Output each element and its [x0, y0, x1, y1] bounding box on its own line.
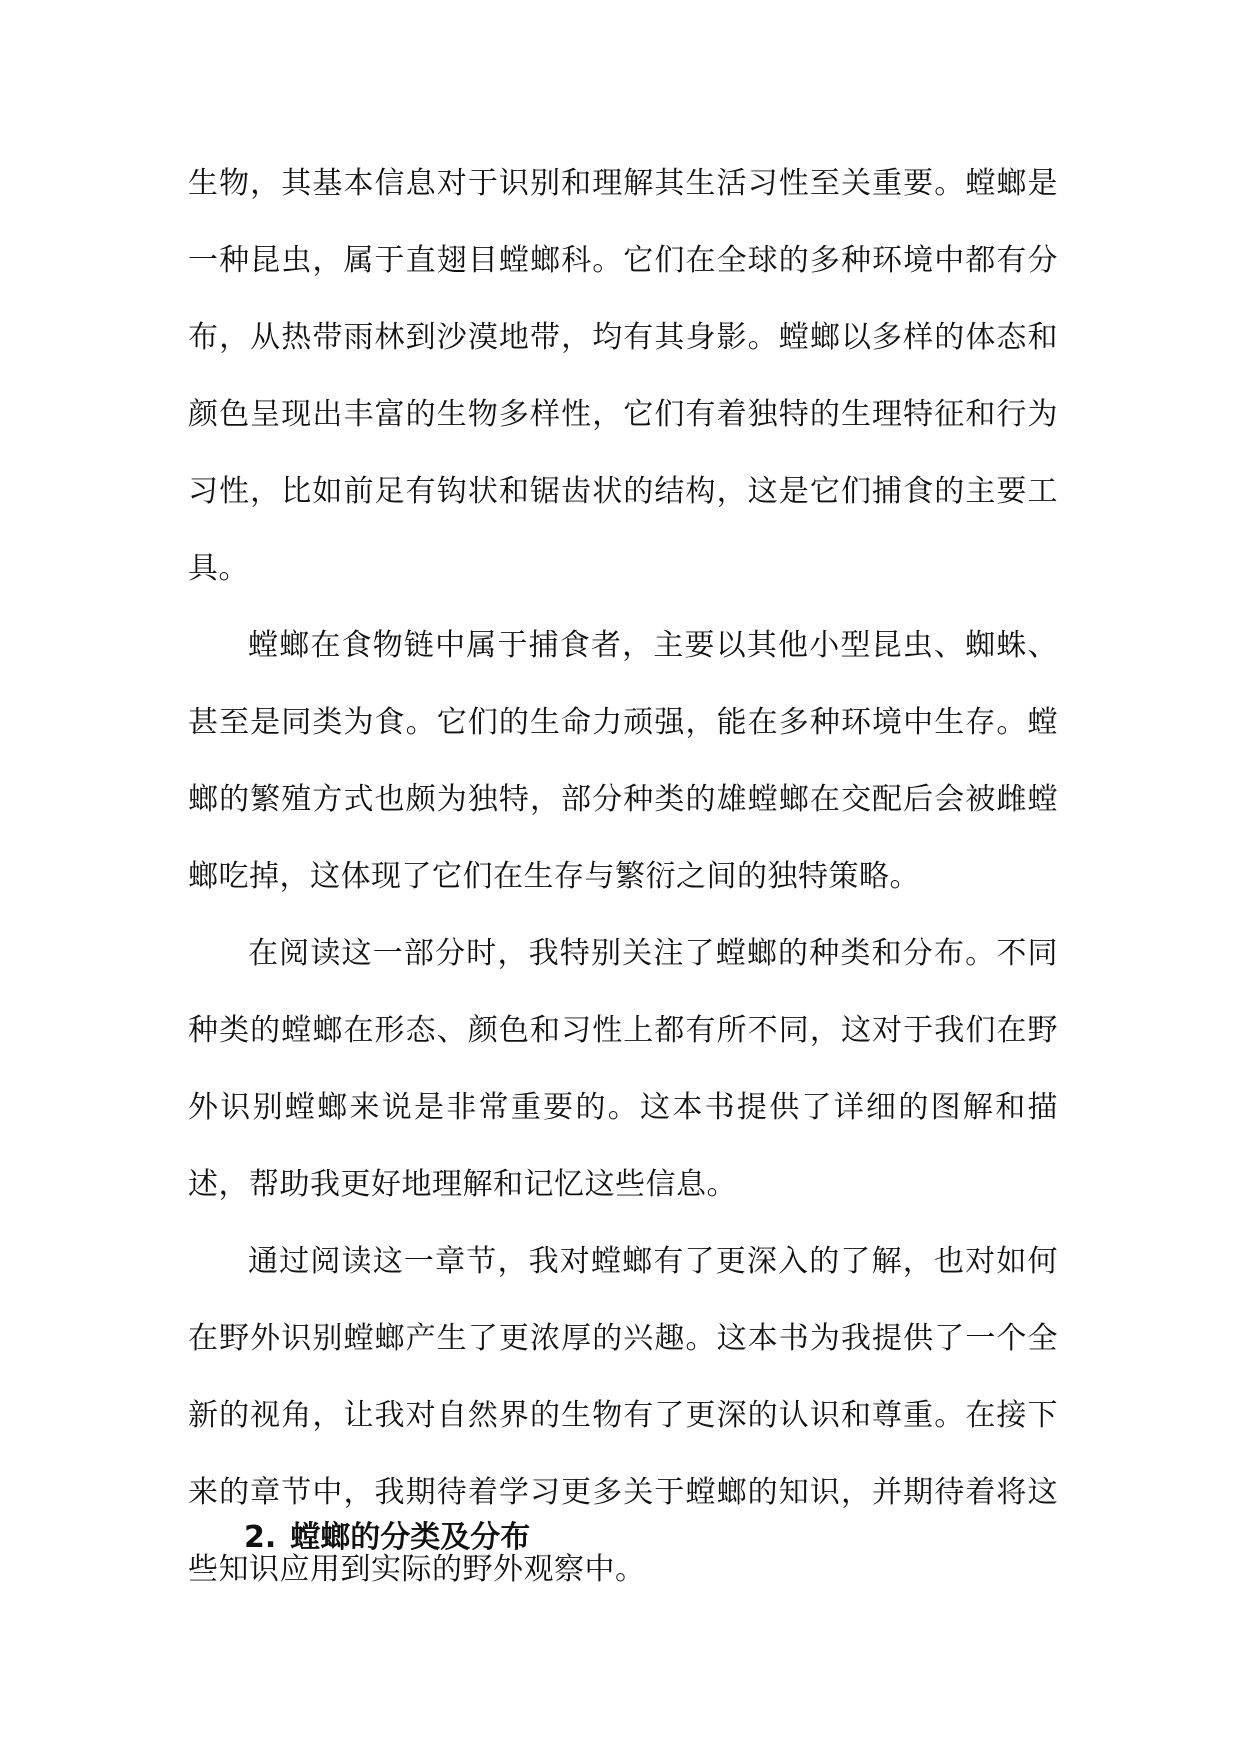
- paragraph-reflection: 通过阅读这一章节，我对螳螂有了更深入的了解，也对如何在野外识别螳螂产生了更浓厚的兴趣。这本书为我提供了一个全新的视角，让我对自然界的生物有了更深的认识和尊重。在接下来的章节中，我期待着学习更多关于螳螂的知识，并期待着将这些知识应用到实际的野外观察中。: [188, 1244, 1058, 1587]
- paragraph-continued: 生物，其基本信息对于识别和理解其生活习性至关重要。螳螂是一种昆虫，属于直翅目螳螂科。它们在全球的多种环境中都有分布，从热带雨林到沙漠地带，均有其身影。螳螂以多样的体态和颜色呈现出丰富的生物多样性，它们有着独特的生理特征和行为习性，比如前足有钩状和锯齿状的结构，这是它们捕食的主要工具。: [188, 166, 1058, 586]
- body-text: [188, 145, 1058, 1608]
- section-title: 螳螂的分类及分布: [290, 1520, 531, 1555]
- section-heading: [244, 1518, 530, 1558]
- paragraph-species-distribution: 在阅读这一部分时，我特别关注了螳螂的种类和分布。不同种类的螳螂在形态、颜色和习性上都有所不同，这对于我们在野外识别螳螂来说是非常重要的。这本书提供了详细的图解和描述，帮助我更好地理解和记忆这些信息。: [188, 936, 1058, 1202]
- section-number: 2.: [244, 1520, 277, 1555]
- paragraph-mantis-predator: 螳螂在食物链中属于捕食者，主要以其他小型昆虫、蜘蛛、甚至是同类为食。它们的生命力顽强，能在多种环境中生存。螳螂的繁殖方式也颇为独特，部分种类的雄螳螂在交配后会被雌螳螂吃掉，这体现了它们在生存与繁衍之间的独特策略。: [188, 628, 1058, 894]
